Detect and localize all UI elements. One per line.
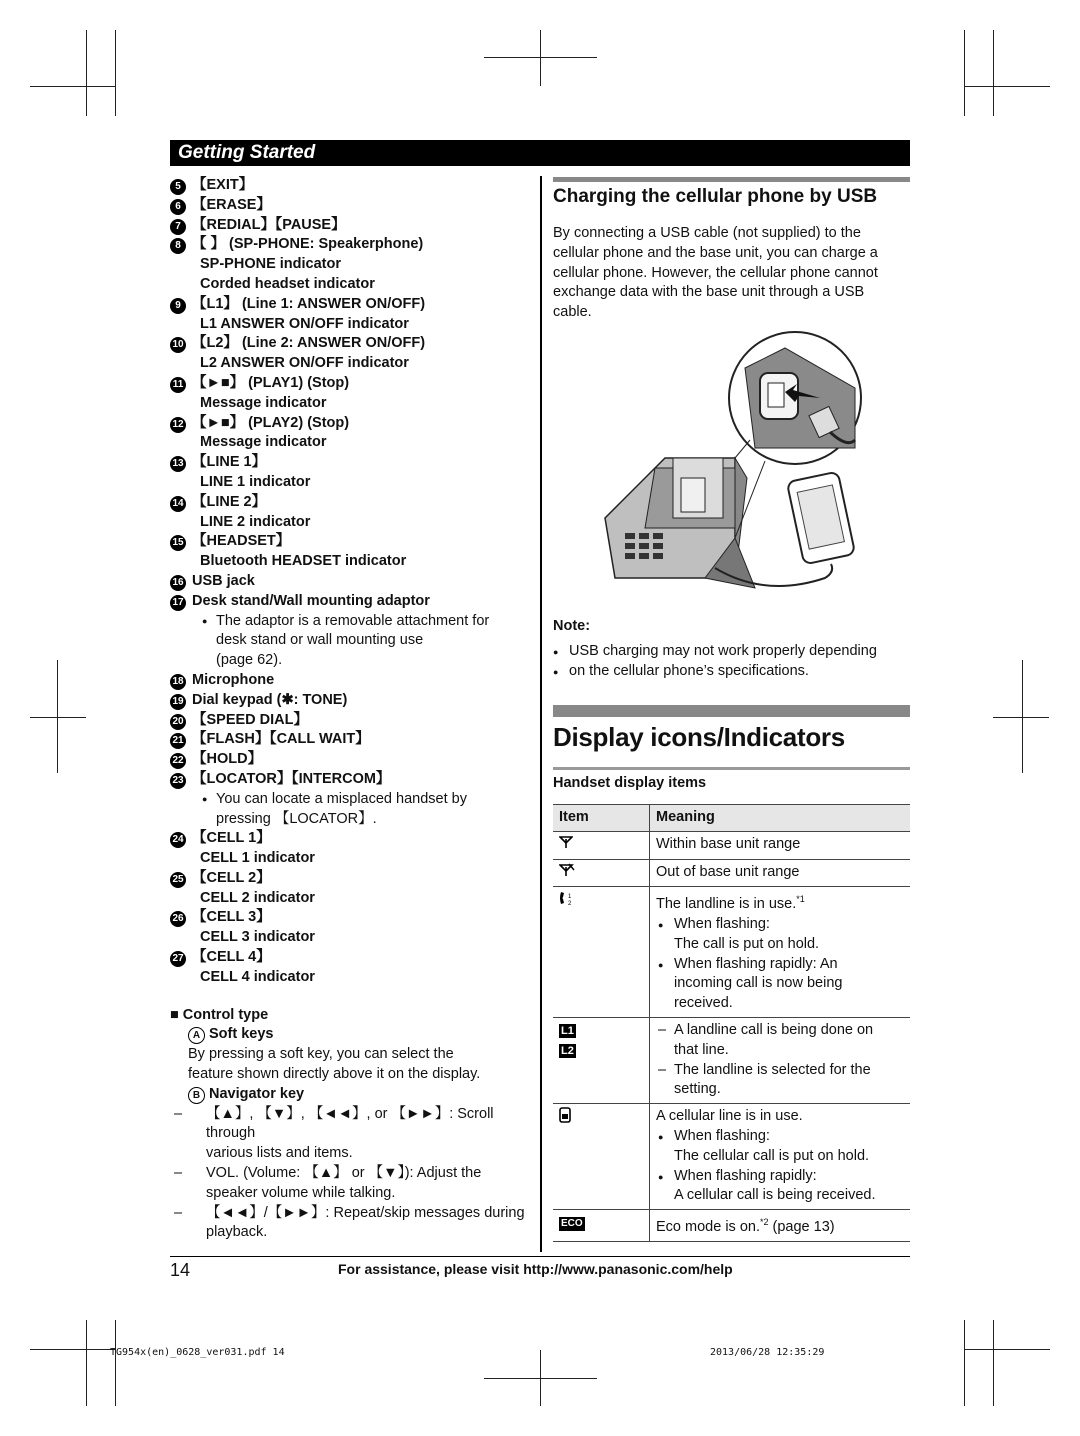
item-label: 【REDIAL】【PAUSE】 [192, 216, 346, 233]
item-label: 【CELL 3】 [192, 909, 271, 926]
parts-list-item [170, 730, 530, 750]
print-timestamp: 2013/06/28 12:35:29 [710, 1347, 825, 1358]
letter-b-icon: B [188, 1087, 205, 1104]
crop-mark [30, 717, 86, 718]
assistance-text: For assistance, please visit http://www.panasonic.com/help [338, 1261, 733, 1277]
item-number-badge: 5 [170, 179, 186, 195]
item-number-badge: 26 [170, 911, 186, 927]
item-label: 【LINE 1】 [192, 454, 267, 471]
print-file-info: TG954x(en)_0628_ver031.pdf 14 [110, 1347, 285, 1358]
soft-keys-heading: A Soft keys [170, 1025, 530, 1045]
crop-mark [964, 86, 1050, 87]
item-label: 【►■】 (PLAY1) (Stop) [192, 374, 350, 391]
antenna-icon [559, 835, 573, 849]
parts-list-item [170, 374, 530, 394]
item-label: USB jack [192, 572, 255, 589]
item-number-badge: 24 [170, 832, 186, 848]
parts-list-item [170, 196, 530, 216]
table-row: 1 2 The landline is in use.$^{*1}$ ● When flashing: The call is put on hold. ● When flashing rapidly: An incoming call is now being received. [553, 887, 910, 1018]
charging-title: Charging the cellular phone by USB [553, 186, 878, 207]
navigator-volume: – VOL. (Volume: 【▲】 or 【▼】): Adjust the [170, 1164, 530, 1184]
navigator-key-heading: B Navigator key [170, 1085, 530, 1105]
crop-mark [484, 1378, 597, 1379]
item-number-badge: 18 [170, 674, 186, 690]
crop-mark [86, 1320, 87, 1406]
item-number-badge: 16 [170, 575, 186, 591]
column-divider [540, 176, 542, 1252]
crop-mark [993, 717, 1049, 718]
table-row: Within base unit range [553, 831, 910, 859]
l2-icon: L2 [561, 1044, 574, 1057]
item-label: 【HOLD】 [192, 751, 263, 768]
navigator-repeat-skip: – 【◄◄】/【►►】: Repeat/skip messages during [170, 1204, 530, 1224]
parts-list-item [170, 572, 530, 592]
item-number-badge: 25 [170, 872, 186, 888]
section-rule [553, 177, 910, 182]
item-label: 【LOCATOR】【INTERCOM】 [192, 770, 391, 787]
parts-list-item [170, 295, 530, 315]
section-rule [553, 705, 910, 717]
crop-mark [993, 30, 994, 116]
crop-mark [115, 30, 116, 116]
svg-text:2: 2 [568, 901, 572, 907]
column-header-meaning: Meaning [650, 805, 911, 832]
parts-list-subitem: LINE 2 indicator [200, 513, 311, 530]
parts-list-subitem: SP-PHONE indicator [200, 256, 341, 273]
item-label: Desk stand/Wall mounting adaptor [192, 592, 430, 609]
note-label: Note: [553, 618, 591, 634]
item-number-badge: 6 [170, 199, 186, 215]
eco-icon: ECO [561, 1218, 583, 1230]
item-label: 【SPEED DIAL】 [192, 711, 309, 728]
display-icons-title: Display icons/Indicators [553, 722, 845, 752]
item-number-badge: 14 [170, 496, 186, 512]
parts-list-subitem: CELL 2 indicator [200, 889, 315, 906]
item-number-badge: 20 [170, 714, 186, 730]
table-row: ECO Eco mode is on.$^{*2}$ (page 13) [553, 1210, 910, 1242]
item-label: 【LINE 2】 [192, 493, 267, 510]
control-type-heading: ■ Control type [170, 1006, 269, 1023]
item-label: 【L1】 (Line 1: ANSWER ON/OFF) [192, 295, 426, 312]
parts-list-item [170, 770, 530, 790]
item-number-badge: 10 [170, 337, 186, 353]
parts-list-item [170, 671, 530, 691]
crop-mark [30, 86, 116, 87]
page-number: 14 [170, 1260, 191, 1280]
item-label: 【 】 (SP-PHONE: Speakerphone) [192, 236, 424, 253]
crop-mark [484, 57, 597, 58]
crop-mark [964, 1320, 965, 1406]
item-number-badge: 19 [170, 694, 186, 710]
parts-list-item [170, 334, 530, 354]
item-number-badge: 13 [170, 456, 186, 472]
item-number-badge: 21 [170, 733, 186, 749]
locator-note: ● You can locate a misplaced handset by pressing 【LOCATOR】. [170, 790, 530, 830]
table-row: Out of base unit range [553, 859, 910, 887]
parts-list-item [170, 948, 530, 968]
table-row: A cellular line is in use. ● When flashing: The cellular call is put on hold. ● When flashing rapidly: A cellular call is being received. [553, 1104, 910, 1210]
parts-list-subitem: Corded headset indicator [200, 275, 375, 292]
crop-mark [86, 30, 87, 116]
item-label: 【CELL 4】 [192, 949, 271, 966]
soft-keys-text-1: By pressing a soft key, you can select the [188, 1046, 454, 1063]
item-number-badge: 23 [170, 773, 186, 789]
footer-rule [170, 1256, 910, 1257]
charging-paragraph: By connecting a USB cable (not supplied) to the cellular phone and the base unit, you can charge a cellular phone. However, the cellular phone cannot exchange data with the base unit through a USB cable. [553, 225, 878, 321]
parts-list-subitem: Message indicator [200, 394, 327, 411]
crop-mark [30, 1349, 116, 1350]
item-number-badge: 27 [170, 951, 186, 967]
svg-text:1: 1 [568, 894, 572, 901]
item-number-badge: 8 [170, 238, 186, 254]
item-label: 【EXIT】 [192, 177, 254, 193]
item-number-badge: 7 [170, 219, 186, 235]
soft-keys-text-2: feature shown directly above it on the display. [188, 1066, 481, 1083]
parts-list-item [170, 869, 530, 889]
parts-list: 5 【EXIT】 6 【ERASE】 7 【REDIAL】【PAUSE】 8 【 】 (SP-PHONE: Speakerphone) SP-PHONE indicator Corded headset indicator 9 【L1】 (Line 1: ANSWER ON/OFF) L1 ANSWER ON/OFF indicator 10 【L2】 (Line 2: ANSWER ON/OFF) L2 ANSWER ON/OFF indicator 11 【►■】 (PLAY1) (Stop) Message indicator 12 【►■】 (PLAY2) (Stop) Message indicator 13 【LINE 1】 LINE 1 indicator 14 【LINE 2】 LINE 2 indicator 15 【HEADSET】 Bluetooth HEADSET indicator 16 USB jack 17 Desk stand/Wall mounting adaptor ● The adaptor is a removable attachment for desk stand or wall mounting use (page 62). 18 Microphone 19 Dial keypad (✱: TONE) 20 【SPEED DIAL】 21 【FLASH】【CALL WAIT】 22 【HOLD】 23 【LOCATOR】【INTERCOM】 ● You can locate a misplaced handset by pressing 【LOCATOR】. 24 【CELL 1】 CELL 1 indicator 25 【CELL 2】 CELL 2 indicator 26 【CELL 3】 CELL 3 indicator 27 【CELL 4】 CELL 4 indicator ■ Control type A Soft keys By pressing a soft key, you can select the feature shown directly above it on the display. B Navigator key – 【▲】, 【▼】, 【◄◄】, or 【►►】: Scroll through various lists and items. – VOL. (Volume: 【▲】 or 【▼】): Adjust the speaker volume while talking. – 【◄◄】/【►►】: Repeat/skip messages during playback. [170, 176, 530, 1243]
parts-list-item [170, 829, 530, 849]
table-row: L1 L2 – A landline call is being done on that line. – The landline is selected for the setting. [553, 1018, 910, 1104]
adaptor-note: ● The adaptor is a removable attachment for desk stand or wall mounting use (page 62). [170, 612, 530, 671]
item-number-badge: 11 [170, 377, 186, 393]
item-number-badge: 22 [170, 753, 186, 769]
letter-a-icon: A [188, 1027, 205, 1044]
table-header-row [553, 805, 910, 832]
parts-list-subitem: Message indicator [200, 434, 327, 451]
item-label: 【HEADSET】 [192, 533, 291, 550]
parts-list-item [170, 453, 530, 473]
parts-list-subitem: CELL 1 indicator [200, 850, 315, 867]
navigator-scroll: – 【▲】, 【▼】, 【◄◄】, or 【►►】: Scroll through [170, 1105, 530, 1145]
parts-list-subitem: L1 ANSWER ON/OFF indicator [200, 315, 409, 332]
antenna-out-of-range-icon [559, 863, 575, 877]
crop-mark [964, 30, 965, 116]
parts-list-item [170, 592, 530, 612]
item-number-badge: 15 [170, 535, 186, 551]
item-number-badge: 17 [170, 595, 186, 611]
parts-list-item [170, 711, 530, 731]
parts-list-item [170, 691, 530, 711]
crop-mark [964, 1349, 1050, 1350]
column-header-item: Item [553, 805, 650, 832]
item-label: 【CELL 1】 [192, 830, 271, 847]
item-label: 【CELL 2】 [192, 869, 271, 886]
display-items-table [553, 804, 910, 1242]
note-text: ● USB charging may not work properly depending ● on the cellular phone’s specifications. [553, 642, 913, 682]
item-number-badge: 9 [170, 298, 186, 314]
parts-list-item [170, 750, 530, 770]
section-rule [553, 767, 910, 770]
usb-charging-illustration [585, 328, 885, 606]
parts-list-subitem: Bluetooth HEADSET indicator [200, 553, 407, 570]
parts-list-subitem: LINE 1 indicator [200, 473, 311, 490]
item-label: 【L2】 (Line 2: ANSWER ON/OFF) [192, 335, 426, 352]
item-label: Microphone [192, 671, 275, 688]
parts-list-subitem: CELL 3 indicator [200, 929, 315, 946]
item-number-badge: 12 [170, 417, 186, 433]
crop-mark [993, 1320, 994, 1406]
landline-in-use-icon [559, 890, 575, 906]
l1-icon: L1 [561, 1025, 574, 1037]
parts-list-subitem: L2 ANSWER ON/OFF indicator [200, 355, 409, 372]
parts-list-item [170, 493, 530, 513]
item-label: 【ERASE】 [192, 196, 271, 213]
parts-list-item [170, 532, 530, 552]
parts-list-subitem: CELL 4 indicator [200, 968, 315, 985]
section-title: Getting Started [178, 142, 316, 163]
crop-mark [115, 1320, 116, 1406]
item-label: Dial keypad (✱: TONE) [192, 691, 348, 708]
item-label: 【FLASH】【CALL WAIT】 [192, 731, 370, 748]
parts-list-item [170, 176, 530, 196]
parts-list-item [170, 908, 530, 928]
cellular-line-icon [559, 1107, 571, 1123]
table-caption: Handset display items [553, 775, 707, 791]
parts-list-item [170, 216, 530, 236]
parts-list-item [170, 414, 530, 434]
crop-mark [540, 30, 541, 86]
item-label: 【►■】 (PLAY2) (Stop) [192, 414, 350, 431]
parts-list-item [170, 235, 530, 255]
